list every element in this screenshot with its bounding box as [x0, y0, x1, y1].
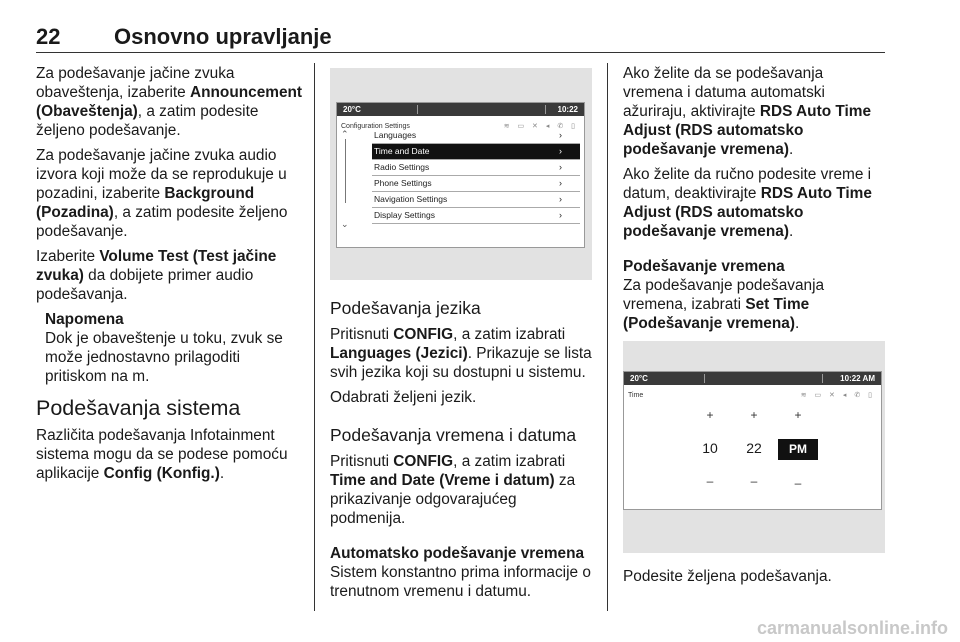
ampm-minus-button[interactable]: –	[794, 476, 802, 490]
minute-plus-button[interactable]: +	[750, 408, 758, 422]
paragraph: Sistem konstantno prima informacije o trenutnom vremenu i datumu.	[330, 564, 591, 600]
menu-item-phone-settings[interactable]: Phone Settings ›	[372, 176, 580, 192]
menu-item-radio-settings[interactable]: Radio Settings ›	[372, 160, 580, 176]
section-heading: Podešavanja jezika	[330, 298, 481, 318]
chevron-right-icon: ›	[559, 162, 562, 172]
divider	[704, 374, 705, 383]
scroll-up-icon[interactable]: ⌃	[341, 129, 349, 139]
subheading: Automatsko podešavanje vremena	[330, 545, 585, 562]
scroll-down-icon[interactable]: ⌄	[341, 219, 349, 229]
divider	[417, 105, 418, 114]
paragraph: Za podešavanje podešavanja vremena, izabrati Set Time (Podešavanje vremena).	[623, 277, 825, 332]
section-heading: Podešavanja vremena i datuma	[330, 425, 577, 445]
temperature: 20°C	[343, 105, 361, 114]
paragraph: Za podešavanje jačine zvuka audio izvora koji može da se reprodukuje u pozadini, izaberite Background (Pozadina), a zatim podesite željeno podešavanje.	[36, 147, 288, 240]
screen-title: Configuration Settings	[341, 123, 410, 130]
infotainment-screen	[336, 102, 585, 248]
minute-minus-button[interactable]: –	[750, 474, 758, 488]
paragraph: Različita podešavanja Infotainment sistema mogu da se podese pomoću aplikacije Config (Konfig.).	[36, 427, 288, 482]
column-1	[36, 64, 304, 489]
paragraph: Podesite željena podešavanja.	[623, 568, 832, 585]
status-bar	[624, 372, 881, 385]
ampm-value[interactable]: PM	[778, 439, 818, 460]
subheading: Podešavanje vremena	[623, 258, 785, 275]
chevron-right-icon: ›	[559, 146, 562, 156]
column-divider	[314, 63, 315, 611]
divider	[822, 374, 823, 383]
hour-minus-button[interactable]: –	[706, 474, 714, 488]
temperature: 20°C	[630, 374, 648, 383]
status-icons: ≋ ▭ ✕ ◂ ✆ ▯	[800, 392, 875, 399]
ampm-plus-button[interactable]: +	[794, 408, 802, 422]
note-box	[45, 310, 304, 386]
paragraph: Pritisnuti CONFIG, a zatim izabrati Time and Date (Vreme i datum) za prikazivanje odgovarajućeg podmenija.	[330, 453, 576, 527]
set-time-screenshot	[623, 341, 885, 553]
infotainment-screen	[623, 371, 882, 510]
clock: 10:22 AM	[840, 374, 875, 383]
volume-knob-icon: m	[132, 368, 146, 385]
column-2	[330, 68, 592, 607]
paragraph: Za podešavanje jačine zvuka obaveštenja, izaberite Announcement (Obaveštenja), a zatim podesite željeno podešavanje.	[36, 65, 303, 139]
clock: 10:22	[557, 105, 578, 114]
paragraph: Ako želite da ručno podesite vreme i datum, deaktivirajte RDS Auto Time Adjust (RDS automatsko podešavanje vremena).	[623, 166, 872, 240]
section-heading: Podešavanja sistema	[36, 396, 241, 420]
hour-column	[690, 406, 730, 491]
menu-item-display-settings[interactable]: Display Settings ›	[372, 208, 580, 224]
menu-item-languages[interactable]: Languages ›	[372, 128, 580, 144]
column-divider	[607, 63, 608, 611]
status-icons: ≋ ▭ ✕ ◂ ✆ ▯	[503, 123, 578, 130]
page-header	[36, 22, 885, 53]
settings-menu	[372, 128, 580, 224]
scrollbar[interactable]	[345, 139, 346, 203]
paragraph: Pritisnuti CONFIG, a zatim izabrati Languages (Jezici). Prikazuje se lista svih jezika koji su dostupni u sistemu.	[330, 326, 592, 381]
divider	[545, 105, 546, 114]
config-settings-screenshot	[330, 68, 592, 280]
chevron-right-icon: ›	[559, 178, 562, 188]
watermark: carmanualsonline.info	[756, 618, 948, 638]
paragraph: Ako želite da se podešavanja vremena i datuma automatski ažuriraju, aktivirajte RDS Auto Time Adjust (RDS automatsko podešavanje vremena).	[623, 65, 872, 158]
ampm-column	[778, 406, 818, 493]
hour-plus-button[interactable]: +	[706, 408, 714, 422]
menu-item-navigation-settings[interactable]: Navigation Settings ›	[372, 192, 580, 208]
chapter-title: Osnovno upravljanje	[114, 24, 332, 49]
status-bar	[337, 103, 584, 116]
page-number: 22	[36, 24, 61, 49]
minute-column	[734, 406, 774, 491]
paragraph: Izaberite Volume Test (Test jačine zvuka) da dobijete primer audio podešavanja.	[36, 248, 277, 303]
screen-title: Time	[628, 392, 644, 399]
menu-item-time-and-date[interactable]: Time and Date ›	[372, 144, 580, 160]
minute-value: 22	[746, 440, 762, 456]
chevron-right-icon: ›	[559, 194, 562, 204]
column-3	[623, 64, 885, 592]
paragraph: Odabrati željeni jezik.	[330, 389, 477, 406]
note-title: Napomena	[45, 311, 124, 328]
chevron-right-icon: ›	[559, 210, 562, 220]
hour-value: 10	[702, 440, 718, 456]
chevron-right-icon: ›	[559, 130, 562, 140]
note-text: Dok je obaveštenje u toku, zvuk se može jednostavno prilagoditi pritiskom na m.	[45, 330, 283, 385]
